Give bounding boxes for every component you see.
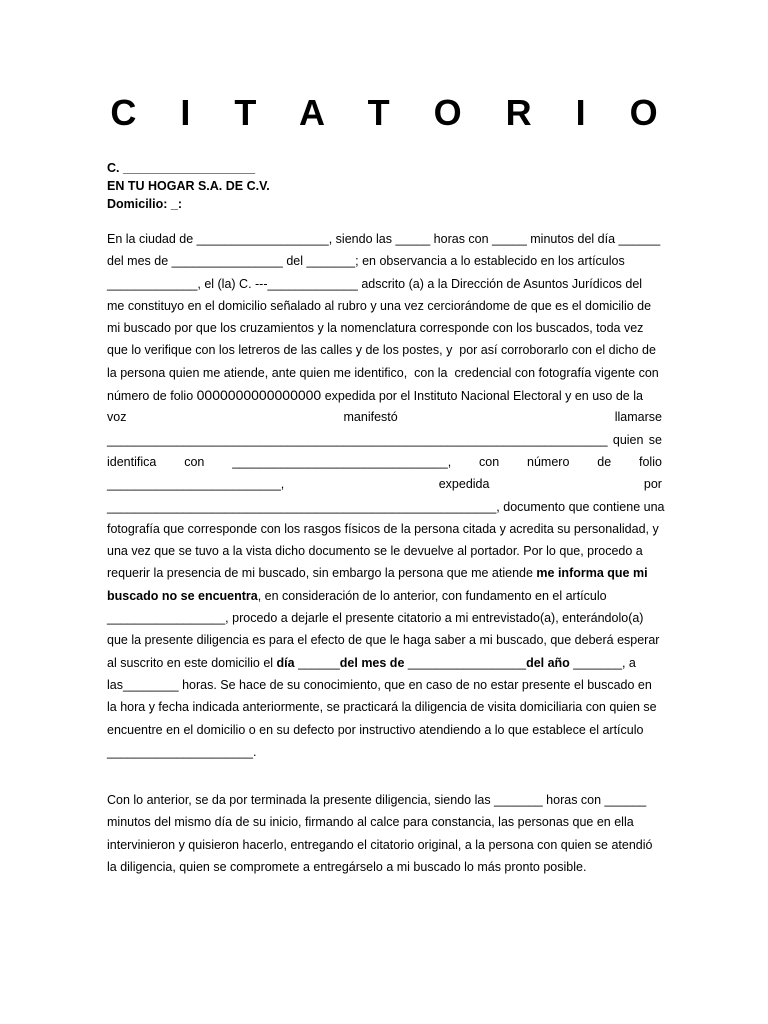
text-fragment: número <box>527 454 570 469</box>
text-fragment: fotografía que corresponde con los rasgos físicos de la persona citada y acredita su personalidad, y <box>107 521 659 536</box>
text-line <box>107 451 662 473</box>
text-fragment: la hora y fecha indicada anteriormente, se practicará la diligencia de visita domiciliaria con quien se <box>107 700 657 715</box>
bold-fragment: del año <box>526 655 570 670</box>
text-fragment: mi buscado por que los cruzamientos y la nomenclatura corresponde con los buscados, toda vez <box>107 321 644 336</box>
folio-number: 0000000000000000 <box>196 387 322 404</box>
text-line: minutos del mismo día de su inicio, firmando al calce para constancia, las personas que en ella <box>107 815 634 830</box>
text-fragment: requerir la presencia de mi buscado, sin embargo la persona que me atiende <box>107 566 537 581</box>
text-fragment: al suscrito en este domicilio el <box>107 655 277 670</box>
text-fragment: , en consideración de lo anterior, con fundamento en el artículo <box>257 588 607 603</box>
text-line <box>107 652 662 674</box>
text-line <box>107 719 662 741</box>
bold-fragment: buscado no se encuentra <box>107 588 258 603</box>
text-fragment: llamarse <box>614 410 662 425</box>
text-fragment: que la presente diligencia es para el efecto de que le haga saber a mi buscado, que deberá esperar <box>107 633 660 648</box>
text-line <box>107 540 662 562</box>
bold-fragment: me informa que mi <box>536 566 648 581</box>
main-paragraph <box>107 228 665 763</box>
text-line <box>107 317 662 339</box>
text-fragment: del mes de ________________ del _______; en observancia a lo establecido en los artículos <box>107 254 625 269</box>
text-fragment: ________________________________________________________, documento que contiene una <box>107 499 665 514</box>
text-fragment: número de folio <box>107 389 197 404</box>
text-line <box>107 228 662 250</box>
text-line <box>107 273 662 295</box>
text-line <box>107 429 662 451</box>
text-fragment: _____________________. <box>107 744 257 759</box>
text-line <box>107 384 662 406</box>
text-fragment: _________________ <box>404 655 527 670</box>
address-line: Domicilio: _: <box>107 197 183 211</box>
document-title: C I T A T O R I O <box>110 92 675 133</box>
text-fragment: expedida <box>438 477 490 492</box>
text-fragment: ________________________________________________________________________ <box>107 432 608 447</box>
text-fragment: se <box>648 432 662 447</box>
text-fragment: manifestó <box>343 410 398 425</box>
text-fragment: por <box>643 477 662 492</box>
text-line <box>107 629 662 651</box>
text-fragment: de <box>597 454 612 469</box>
text-line: la diligencia, quien se compromete a entregárselo a mi buscado lo más pronto posible. <box>107 859 587 874</box>
text-line <box>107 295 662 317</box>
recipient-line: C. ___________________ <box>107 161 256 175</box>
text-fragment: En la ciudad de ___________________, siendo las _____ horas con _____ minutos del día ______ <box>107 232 661 246</box>
text-fragment: ______ <box>294 655 340 670</box>
text-line <box>107 250 662 272</box>
text-line <box>107 339 662 361</box>
text-fragment: identifica <box>107 454 157 469</box>
text-fragment: con <box>479 454 500 469</box>
text-line: intervinieron y quisieron hacerlo, entregando el citatorio original, a la persona con quien se atendió <box>107 837 653 852</box>
text-line <box>107 406 662 428</box>
text-fragment: me constituyo en el domicilio señalado al rubro y una vez cerciorándome de que es el domicilio de <box>107 298 652 313</box>
text-line <box>107 696 662 718</box>
company-name: EN TU HOGAR S.A. DE C.V. <box>107 179 270 193</box>
text-fragment: folio <box>639 454 662 469</box>
text-fragment: _______, a <box>569 655 636 670</box>
text-fragment: _____________, el (la) C. ---_____________ adscrito (a) a la Dirección de Asuntos Jurídicos del <box>107 276 643 291</box>
text-fragment: _________________________, <box>107 477 285 492</box>
bold-fragment: del mes de <box>339 655 405 670</box>
text-line <box>107 674 662 696</box>
text-fragment: voz <box>107 410 127 425</box>
text-fragment: la persona quien me atiende, ante quien me identifico, con la credencial con fotografía vigente con <box>107 365 659 380</box>
text-line <box>107 607 662 629</box>
text-line <box>107 496 665 518</box>
text-line <box>107 741 662 763</box>
text-line <box>107 585 662 607</box>
text-fragment: expedida por el Instituto Nacional Electoral y en uso de la <box>321 389 643 404</box>
bold-fragment: día <box>276 655 295 670</box>
text-line: Con lo anterior, se da por terminada la presente diligencia, siendo las _______ horas con ______ <box>107 793 647 807</box>
text-fragment: encuentre en el domicilio o en su defecto por instructivo atendiendo a lo que establece el artículo <box>107 722 644 737</box>
text-line <box>107 518 662 540</box>
text-fragment: una vez que se tuvo a la vista dicho documento se le devuelve al portador. Por lo que, procedo a <box>107 544 643 559</box>
text-fragment: quien <box>612 432 644 447</box>
text-line <box>107 362 662 384</box>
text-fragment: con <box>184 454 205 469</box>
text-fragment: _________________, procedo a dejarle el presente citatorio a mi entrevistado(a), enterándolo(a) <box>107 611 644 626</box>
text-line <box>107 473 662 495</box>
text-fragment: _______________________________, <box>232 454 452 469</box>
text-fragment: las________ horas. Se hace de su conocimiento, que en caso de no estar presente el buscado en <box>107 677 652 692</box>
text-fragment: que lo verifique con los letreros de las calles y de los postes, y por así corroborarlo con el dicho de <box>107 343 656 358</box>
text-line <box>107 562 662 584</box>
closing-paragraph <box>107 789 662 878</box>
